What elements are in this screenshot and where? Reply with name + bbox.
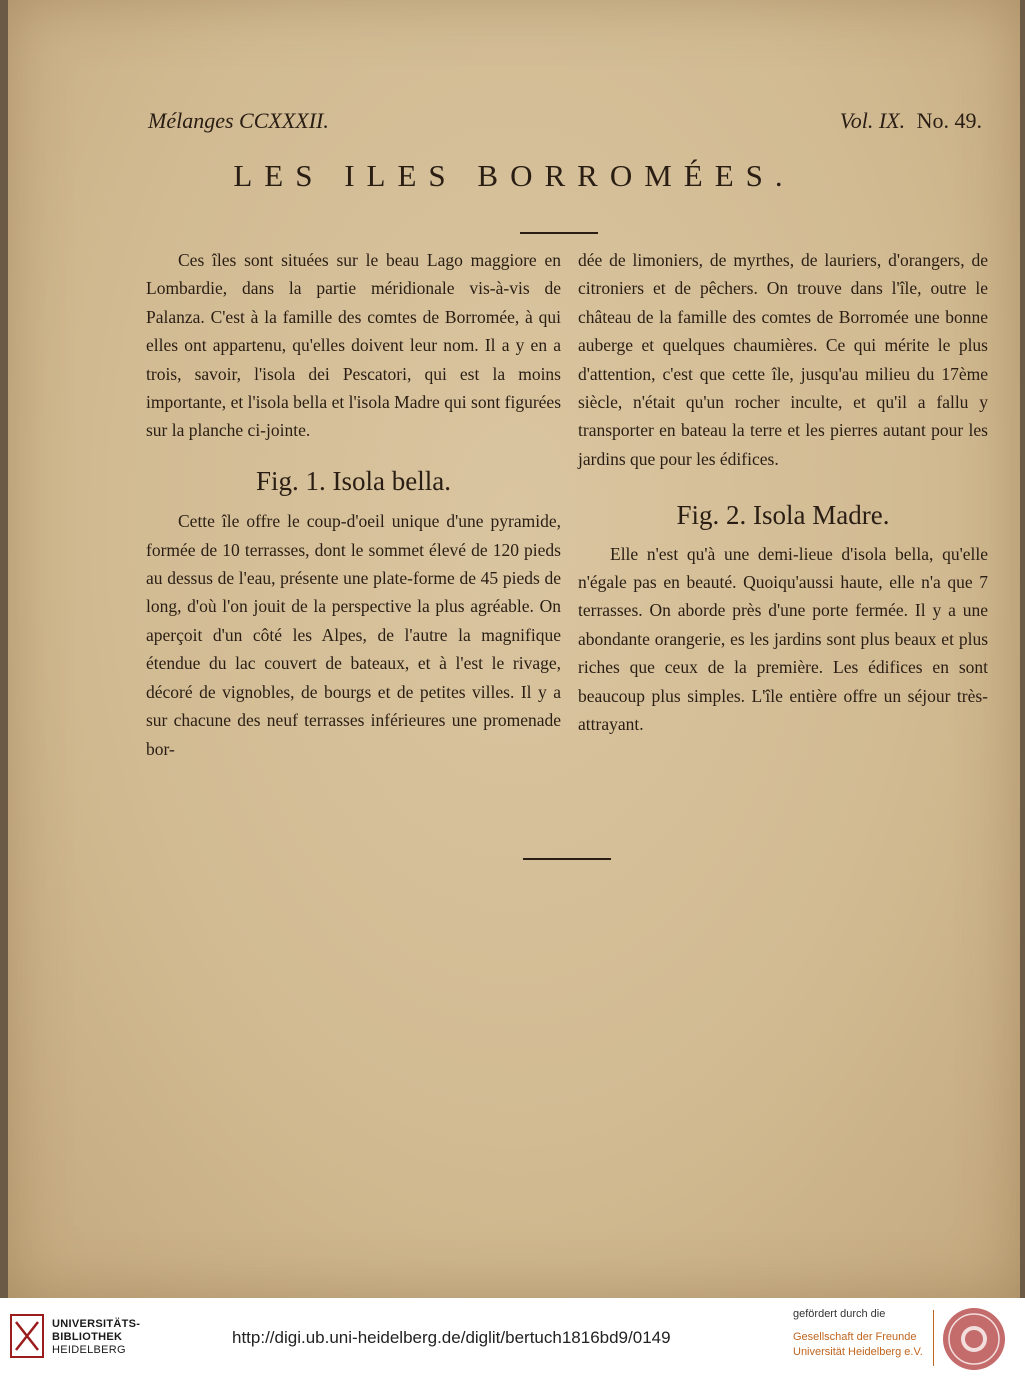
title-rule	[520, 232, 598, 234]
issue-number: No. 49.	[916, 108, 982, 133]
continuation-paragraph: dée de limoniers, de myrthes, de lauriers, d'orangers, de citroniers et de pêchers. On trouve dans l'île, outre le château de la famille des comtes de Borromée une bonne auberge et quelques chaumières. Ce qui mérite le plus d'attention, c'est que cette île, jusqu'au milieu du 17ème siècle, n'était qu'un rocher inculte, et qu'il a fallu y transporter en bateau la terre et les pierres autant pour les jardins que pour les édifices.	[578, 250, 988, 469]
sponsor-name-line1: Gesellschaft der Freunde	[793, 1331, 917, 1343]
left-column	[146, 246, 561, 763]
viewer-footer	[0, 1298, 1025, 1378]
fig2-heading: Fig. 2. Isola Madre.	[676, 500, 890, 531]
sponsor-name-line2: Universität Heidelberg e.V.	[793, 1346, 923, 1358]
right-column	[578, 246, 988, 739]
page-title: LES ILES BORROMÉES.	[233, 158, 795, 193]
series-label: Mélanges CCXXXII.	[148, 108, 329, 133]
library-name-line3: HEIDELBERG	[52, 1344, 126, 1356]
library-logo-icon[interactable]	[10, 1314, 44, 1358]
fig1-heading: Fig. 1. Isola bella.	[256, 465, 451, 496]
sponsor-label: gefördert durch die	[793, 1308, 886, 1320]
volume-number	[840, 108, 982, 134]
page-header	[148, 108, 982, 134]
library-name-line1: UNIVERSITÄTS-	[52, 1318, 141, 1330]
footer-divider	[933, 1310, 934, 1366]
permalink-url[interactable]: http://digi.ub.uni-heidelberg.de/diglit/bertuch1816bd9/0149	[232, 1328, 671, 1347]
fig1-paragraph: Cette île offre le coup-d'oeil unique d'une pyramide, formée de 10 terrasses, dont le sommet élevé de 120 pieds au dessus de l'eau, présente une plate-forme de 45 pieds de long, d'où l'on jouit de la perspective la plus agréable. On aperçoit d'un côté les Alpes, de l'autre la magnifique étendue du lac couvert de bateaux, et à l'est le rivage, décoré de vignobles, de bourgs et de petites villes. Il y a sur chacune des neuf terrasses inférieures une promenade bor-	[146, 511, 561, 759]
library-name[interactable]	[52, 1318, 140, 1357]
intro-paragraph: Ces îles sont situées sur le beau Lago maggiore en Lombardie, dans la partie méridionale vis-à-vis de Palanza. C'est à la famille des comtes de Borromée, à qui elles ont appartenu, qu'elles doivent leur nom. Il a y en a trois, savoir, l'isola dei Pescatori, qui est la moins importante, et l'isola bella et l'isola Madre qui sont figurées sur la planche ci-jointe.	[146, 250, 561, 441]
end-rule	[523, 858, 611, 860]
sponsor-name[interactable]	[793, 1330, 923, 1360]
university-seal-icon	[941, 1306, 1007, 1372]
scanned-page	[8, 0, 1020, 1298]
fig2-paragraph: Elle n'est qu'à une demi-lieue d'isola bella, qu'elle n'égale pas en beauté. Quoiqu'aussi haute, elle n'a que 7 terrasses. On aborde près d'une porte fermée. Il y a une abondante orangerie, es les jardins sont plus beaux et plus riches que ceux de la première. Les édifices en sont beaucoup plus simples. L'île entière offre un séjour très-attrayant.	[578, 543, 988, 735]
volume-label: Vol. IX.	[839, 108, 906, 133]
library-name-line2: BIBLIOTHEK	[52, 1331, 123, 1343]
